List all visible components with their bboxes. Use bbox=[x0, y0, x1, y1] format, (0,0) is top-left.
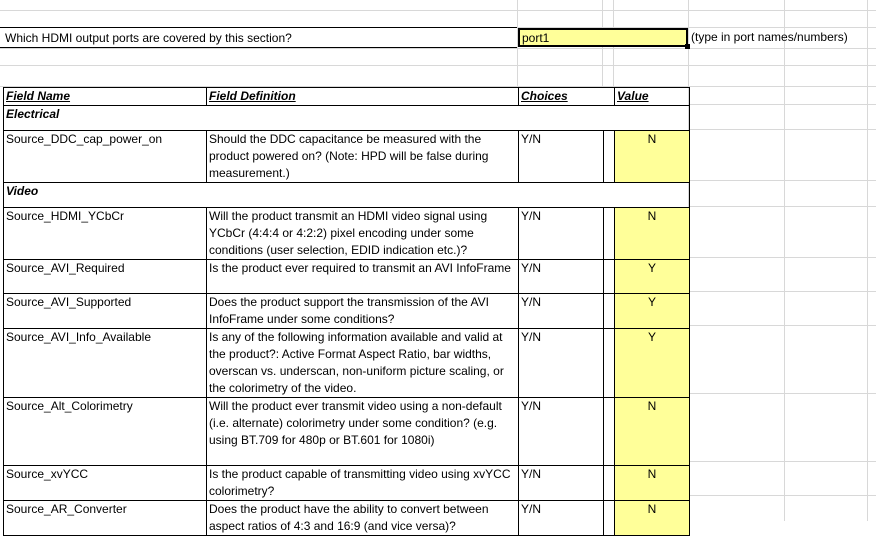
spacer-cell bbox=[604, 501, 615, 536]
field-definition-cell[interactable]: Is the product ever required to transmit an AVI InfoFrame bbox=[207, 260, 519, 294]
section-title: Electrical bbox=[4, 106, 690, 131]
spacer-cell bbox=[604, 329, 615, 398]
field-value-cell[interactable]: N bbox=[615, 208, 690, 260]
table-row bbox=[4, 398, 690, 466]
field-choices-cell[interactable]: Y/N bbox=[519, 294, 604, 329]
field-name-cell[interactable]: Source_AVI_Required bbox=[4, 260, 207, 294]
field-name-cell[interactable]: Source_HDMI_YCbCr bbox=[4, 208, 207, 260]
field-definition-cell[interactable]: Is the product capable of transmitting video using xvYCC colorimetry? bbox=[207, 466, 519, 501]
field-definition-cell[interactable]: Does the product support the transmission of the AVI InfoFrame under some conditions? bbox=[207, 294, 519, 329]
field-choices-cell[interactable]: Y/N bbox=[519, 398, 604, 466]
table-row bbox=[4, 131, 690, 183]
field-value-cell[interactable]: N bbox=[615, 501, 690, 536]
col-header-value: Value bbox=[615, 88, 690, 106]
port-names-input[interactable] bbox=[518, 28, 688, 47]
field-value-cell[interactable]: Y bbox=[615, 329, 690, 398]
table-row bbox=[4, 208, 690, 260]
field-definition-cell[interactable]: Should the DDC capacitance be measured with the product powered on? (Note: HPD will be false during measurement.) bbox=[207, 131, 519, 183]
field-value-cell[interactable]: Y bbox=[615, 294, 690, 329]
section-row-electrical bbox=[4, 106, 690, 131]
spacer-cell bbox=[604, 208, 615, 260]
section-title: Video bbox=[4, 183, 690, 208]
field-value-cell[interactable]: N bbox=[615, 131, 690, 183]
field-name-cell[interactable]: Source_AVI_Info_Available bbox=[4, 329, 207, 398]
col-header-choices: Choices bbox=[519, 88, 615, 106]
fields-table bbox=[3, 87, 690, 536]
field-choices-cell[interactable]: Y/N bbox=[519, 260, 604, 294]
field-choices-cell[interactable]: Y/N bbox=[519, 131, 604, 183]
field-choices-cell[interactable]: Y/N bbox=[519, 501, 604, 536]
field-definition-cell[interactable]: Does the product have the ability to convert between aspect ratios of 4:3 and 16:9 (and vice versa)? bbox=[207, 501, 519, 536]
field-choices-cell[interactable]: Y/N bbox=[519, 208, 604, 260]
field-name-cell[interactable]: Source_AVI_Supported bbox=[4, 294, 207, 329]
port-hint-text: (type in port names/numbers) bbox=[691, 30, 848, 44]
table-row bbox=[4, 329, 690, 398]
field-choices-cell[interactable]: Y/N bbox=[519, 466, 604, 501]
table-row bbox=[4, 501, 690, 536]
spacer-cell bbox=[604, 466, 615, 501]
field-choices-cell[interactable]: Y/N bbox=[519, 329, 604, 398]
field-definition-cell[interactable]: Will the product ever transmit video using a non-default (i.e. alternate) colorimetry under some condition? (e.g. using BT.709 for 480p or BT.601 for 1080i) bbox=[207, 398, 519, 466]
spacer-cell bbox=[604, 260, 615, 294]
spacer-cell bbox=[604, 131, 615, 183]
field-definition-cell[interactable]: Will the product transmit an HDMI video signal using YCbCr (4:4:4 or 4:2:2) pixel encoding under some conditions (user selection, EDID indication etc.)? bbox=[207, 208, 519, 260]
field-value-cell[interactable]: N bbox=[615, 398, 690, 466]
field-name-cell[interactable]: Source_xvYCC bbox=[4, 466, 207, 501]
col-header-field-name: Field Name bbox=[4, 88, 207, 106]
field-name-cell[interactable]: Source_Alt_Colorimetry bbox=[4, 398, 207, 466]
field-value-cell[interactable]: N bbox=[615, 466, 690, 501]
field-name-cell[interactable]: Source_AR_Converter bbox=[4, 501, 207, 536]
spacer-cell bbox=[604, 294, 615, 329]
spacer-cell bbox=[604, 398, 615, 466]
col-header-definition: Field Definition bbox=[207, 88, 519, 106]
field-definition-cell[interactable]: Is any of the following information available and valid at the product?: Active Format Aspect Ratio, bar widths, overscan vs. underscan, non-uniform picture scaling, or the colorimetry of the video. bbox=[207, 329, 519, 398]
table-header-row bbox=[4, 88, 690, 106]
table-row bbox=[4, 260, 690, 294]
field-value-cell[interactable]: Y bbox=[615, 260, 690, 294]
table-row bbox=[4, 466, 690, 501]
field-name-cell[interactable]: Source_DDC_cap_power_on bbox=[4, 131, 207, 183]
table-row bbox=[4, 294, 690, 329]
section-row-video bbox=[4, 183, 690, 208]
port-question-label: Which HDMI output ports are covered by this section? bbox=[0, 27, 517, 48]
